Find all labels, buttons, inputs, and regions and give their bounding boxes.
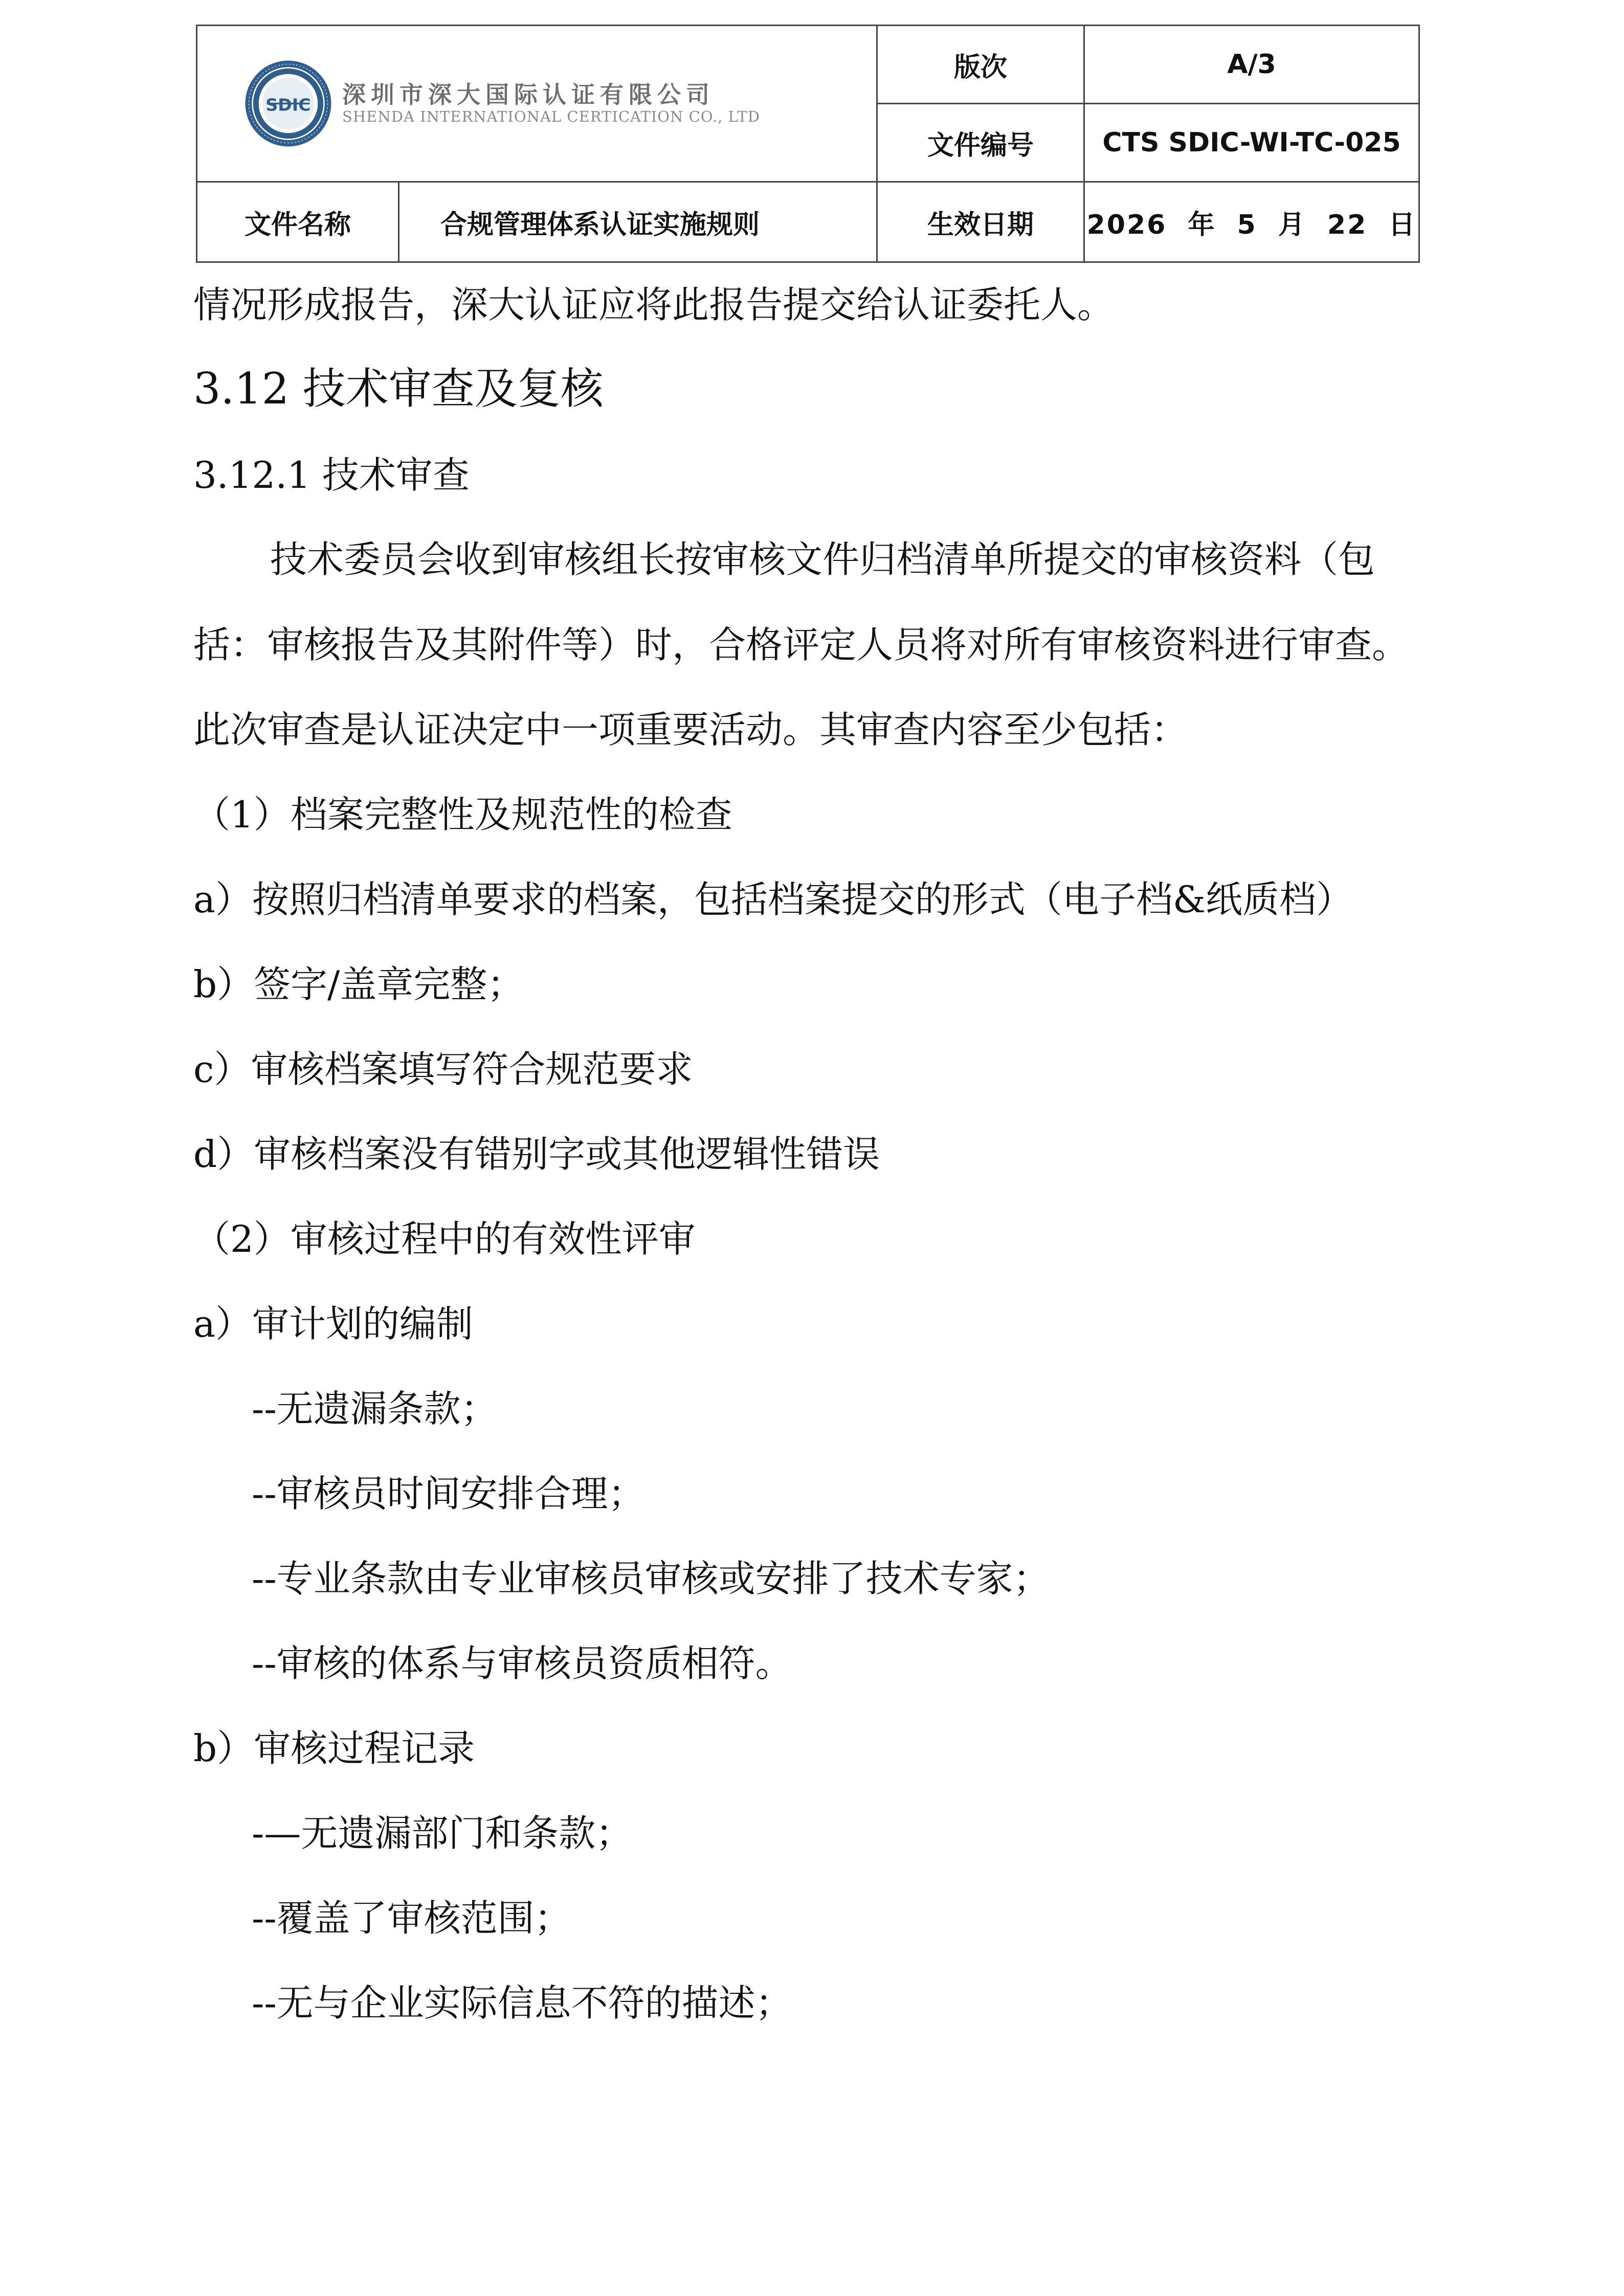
effective-date-value: 2026 年 5 月 22 日	[1084, 182, 1419, 262]
list-item: c）审核档案填写符合规范要求	[193, 1048, 693, 1091]
sub-list-item: -—无遗漏部门和条款；	[252, 1812, 633, 1855]
list-item: a）审计划的编制	[193, 1302, 473, 1345]
sub-list-item: --审核的体系与审核员资质相符。	[252, 1642, 792, 1685]
effective-date-label: 生效日期	[877, 182, 1084, 262]
company-logo	[243, 59, 876, 148]
list-heading: （2）审核过程中的有效性评审	[193, 1218, 696, 1260]
list-item: a）按照归档清单要求的档案，包括档案提交的形式（电子档&纸质档）	[193, 878, 1353, 921]
paragraph-line: 括：审核报告及其附件等）时，合格评定人员将对所有审核资料进行审查。	[193, 623, 1409, 666]
doc-number-value: CTS SDIC-WI-TC-025	[1084, 104, 1419, 182]
list-item: d）审核档案没有错别字或其他逻辑性错误	[193, 1133, 880, 1176]
sub-list-item: --覆盖了审核范围；	[252, 1897, 571, 1940]
sub-list-item: --无遗漏条款；	[252, 1387, 498, 1430]
version-value: A/3	[1084, 26, 1419, 104]
doc-number-label: 文件编号	[877, 104, 1084, 182]
subsection-title: 3.12.1 技术审查	[193, 454, 470, 497]
sub-list-item: --无与企业实际信息不符的描述；	[252, 1982, 792, 2024]
section-title: 3.12 技术审查及复核	[193, 364, 604, 414]
paragraph-line: 技术委员会收到审核组长按审核文件归档清单所提交的审核资料（包	[270, 538, 1375, 581]
sdic-seal-icon	[243, 59, 333, 148]
sub-list-item: --专业条款由专业审核员审核或安排了技术专家；	[252, 1557, 1050, 1600]
doc-name-label: 文件名称	[197, 182, 399, 262]
company-logo-cell	[197, 26, 877, 182]
doc-name-value: 合规管理体系认证实施规则	[399, 182, 877, 262]
svg-text:SDIC: SDIC	[265, 95, 311, 115]
list-heading: （1）档案完整性及规范性的检查	[193, 793, 732, 836]
continuation-text: 情况形成报告，深大认证应将此报告提交给认证委托人。	[193, 283, 1115, 326]
company-name-en: SHENDA INTERNATIONAL CERTICATION CO., LTD	[342, 108, 760, 126]
list-item: b）审核过程记录	[193, 1727, 475, 1770]
sub-list-item: --审核员时间安排合理；	[252, 1472, 645, 1515]
document-header-table	[196, 25, 1420, 263]
company-name-cn: 深圳市深大国际认证有限公司	[342, 81, 715, 109]
version-label: 版次	[877, 26, 1084, 104]
list-item: b）签字/盖章完整；	[193, 963, 524, 1006]
paragraph-line: 此次审查是认证决定中一项重要活动。其审查内容至少包括：	[193, 708, 1188, 751]
